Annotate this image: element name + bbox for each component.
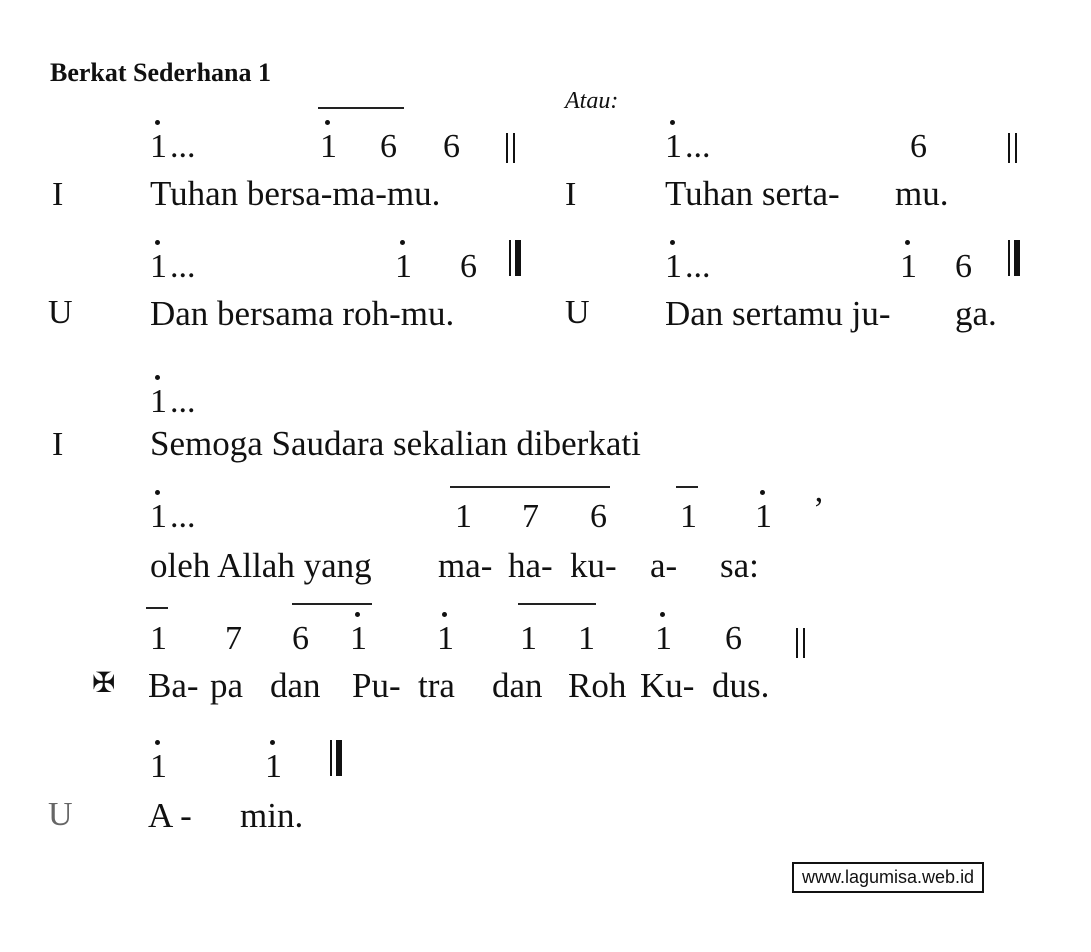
lyric-syllable: A - [148, 796, 192, 835]
lyric-syllable: ha- [508, 546, 553, 585]
lyric-syllable: mu. [895, 174, 949, 213]
lyric-line: Dan bersama roh-mu. [150, 294, 455, 333]
note-6: 6 [380, 128, 397, 165]
note-1-high: 1 [150, 748, 167, 785]
note-7: 7 [522, 498, 539, 535]
note-1-high: 1 [900, 248, 917, 285]
octave-dot [270, 740, 275, 745]
double-barline [1008, 133, 1020, 163]
octave-dot [760, 490, 765, 495]
ellipsis: ... [170, 128, 196, 165]
lyric-line: Dan sertamu ju- [665, 294, 891, 333]
lyric-line: Semoga Saudara sekalian diberkati [150, 424, 641, 463]
octave-dot [442, 612, 447, 617]
octave-dot [325, 120, 330, 125]
note-1-high: 1 [150, 383, 167, 420]
note-1-high: 1 [150, 620, 167, 657]
beam-bar [146, 607, 168, 609]
note-7: 7 [225, 620, 242, 657]
lyric-line: Tuhan serta- [665, 174, 840, 213]
lyric-syllable: ga. [955, 294, 997, 333]
lyric-syllable: min. [240, 796, 304, 835]
ellipsis: ... [685, 248, 711, 285]
lyric-syllable: sa: [720, 546, 759, 585]
final-barline [1008, 240, 1022, 276]
speaker-i: I [565, 176, 577, 213]
note-1-high: 1 [265, 748, 282, 785]
note-1-high: 1 [665, 128, 682, 165]
lyric-syllable: Ku- [640, 666, 695, 705]
octave-dot [155, 740, 160, 745]
octave-dot [355, 612, 360, 617]
note-1-high: 1 [680, 498, 697, 535]
lyric-syllable: tra [418, 666, 455, 705]
speaker-i: I [52, 426, 64, 463]
note-6: 6 [955, 248, 972, 285]
octave-dot [155, 375, 160, 380]
note-1-high: 1 [665, 248, 682, 285]
ellipsis: ... [170, 498, 196, 535]
cross-icon: ✠ [92, 668, 116, 699]
octave-dot [155, 120, 160, 125]
speaker-u: U [48, 796, 73, 833]
beam-bar [676, 486, 698, 488]
note-1-high: 1 [755, 498, 772, 535]
note-6: 6 [292, 620, 309, 657]
note-1-high: 1 [350, 620, 367, 657]
note-1-high: 1 [455, 498, 472, 535]
note-6: 6 [460, 248, 477, 285]
note-1-high: 1 [150, 498, 167, 535]
beam-bar [450, 486, 610, 488]
double-barline [506, 133, 518, 163]
lyric-syllable: Pu- [352, 666, 401, 705]
speaker-u: U [48, 294, 73, 331]
final-barline [330, 740, 344, 776]
lyric-syllable: Ba- [148, 666, 199, 705]
lyric-line: Tuhan bersa-ma-mu. [150, 174, 441, 213]
octave-dot [400, 240, 405, 245]
lyric-syllable: a- [650, 546, 678, 585]
note-1-high: 1 [150, 128, 167, 165]
page-title: Berkat Sederhana 1 [50, 58, 271, 87]
note-1-high: 1 [395, 248, 412, 285]
breath-mark: ’ [813, 491, 825, 528]
note-6: 6 [590, 498, 607, 535]
lyric-syllable: Roh [568, 666, 627, 705]
lyric-syllable: pa [210, 666, 244, 705]
note-1-high: 1 [320, 128, 337, 165]
lyric-phrase: oleh Allah yang [150, 546, 372, 585]
octave-dot [670, 240, 675, 245]
beam-bar [318, 107, 404, 109]
note-1-high: 1 [437, 620, 454, 657]
lyric-syllable: ma- [438, 546, 493, 585]
octave-dot [905, 240, 910, 245]
note-1-high: 1 [578, 620, 595, 657]
note-6: 6 [443, 128, 460, 165]
ellipsis: ... [170, 383, 196, 420]
ellipsis: ... [170, 248, 196, 285]
octave-dot [155, 490, 160, 495]
ellipsis: ... [685, 128, 711, 165]
double-barline [796, 628, 808, 658]
note-6: 6 [725, 620, 742, 657]
final-barline [509, 240, 523, 276]
speaker-u: U [565, 294, 590, 331]
speaker-i: I [52, 176, 64, 213]
octave-dot [155, 240, 160, 245]
lyric-syllable: ku- [570, 546, 617, 585]
note-6: 6 [910, 128, 927, 165]
note-1-high: 1 [655, 620, 672, 657]
octave-dot [660, 612, 665, 617]
note-1-high: 1 [520, 620, 537, 657]
website-stamp: www.lagumisa.web.id [792, 862, 984, 893]
lyric-syllable: dan [492, 666, 543, 705]
octave-dot [670, 120, 675, 125]
lyric-syllable: dus. [712, 666, 770, 705]
beam-bar [518, 603, 596, 605]
beam-bar [292, 603, 372, 605]
alternative-label: Atau: [565, 88, 619, 114]
lyric-syllable: dan [270, 666, 321, 705]
note-1-high: 1 [150, 248, 167, 285]
